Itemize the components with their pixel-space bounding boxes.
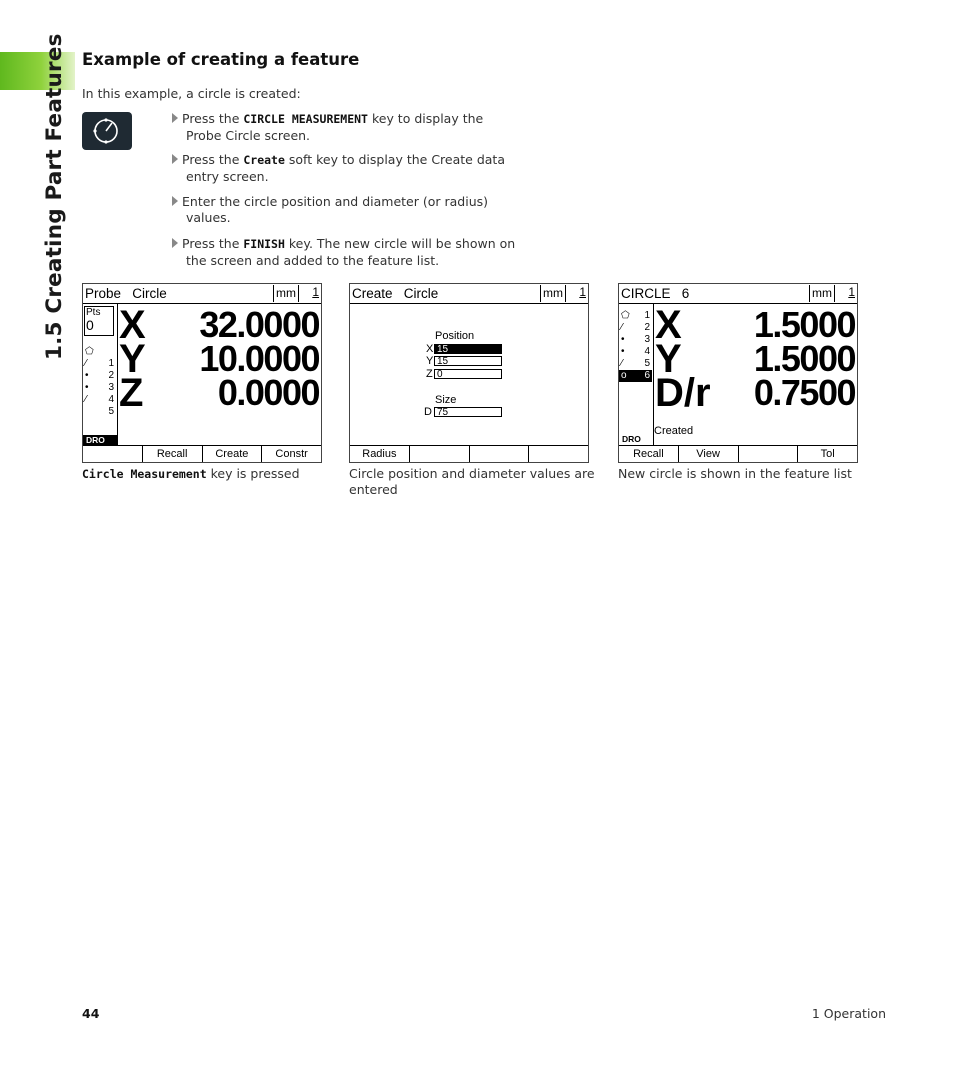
circle-result-screen	[618, 283, 858, 463]
feature-list-item: 5	[108, 406, 114, 417]
page-number: 44	[82, 1006, 100, 1021]
axis-row-x: X 1.5000	[655, 303, 855, 347]
field-label-x: X	[426, 343, 434, 355]
softkey-tol[interactable]: Tol	[820, 448, 835, 460]
dro-label: DRO	[83, 435, 117, 445]
unit-indicator: mm	[540, 285, 566, 302]
axis-row-y: Y 10.0000	[119, 337, 319, 381]
screen-title-bar	[83, 284, 321, 304]
dro-label: DRO	[619, 434, 653, 444]
screen-title: Probe Circle	[85, 286, 167, 301]
feature-list	[83, 346, 116, 418]
softkey-bar	[619, 445, 857, 462]
chapter-label: 1 Operation	[811, 1006, 886, 1021]
heading: Example of creating a feature	[82, 50, 360, 69]
caption-result: New circle is shown in the feature list	[618, 466, 852, 481]
step-4: Press the FINISH key. The new circle will be shown on the screen and added to the feature list.	[172, 236, 532, 268]
intro-text: In this example, a circle is created:	[82, 86, 301, 101]
step-1: Press the CIRCLE MEASUREMENT key to display the Probe Circle screen.	[172, 111, 532, 143]
diameter-field[interactable]: 75	[434, 407, 502, 417]
field-label-y: Y	[426, 355, 434, 367]
create-circle-screen	[349, 283, 589, 463]
softkey-create[interactable]: Create	[203, 446, 263, 462]
softkey[interactable]	[529, 446, 588, 462]
step-3: Enter the circle position and diameter (or radius) values.	[172, 194, 532, 225]
unit-indicator: mm	[273, 285, 299, 302]
caption-probe: Circle Measurement key is pressed	[82, 466, 300, 481]
section-title-vertical: 1.5 Creating Part Features	[42, 33, 67, 360]
axis-row-diameter-radius: D/r 0.7500	[655, 371, 855, 415]
feature-list-item: • 2	[85, 370, 114, 381]
axis-row-x: X 32.0000	[119, 303, 319, 347]
screen-title-bar	[350, 284, 588, 304]
feature-list-item: • 3	[85, 382, 114, 393]
position-y-field[interactable]: 15	[434, 356, 502, 366]
softkey[interactable]	[83, 446, 143, 462]
feature-list-item: • 3	[621, 334, 650, 345]
probe-circle-screen	[82, 283, 322, 463]
feature-list-item: ⁄ 2	[621, 322, 650, 333]
feature-list-item: ⁄ 1	[85, 358, 114, 369]
position-label: Position	[435, 330, 475, 342]
softkey[interactable]	[410, 446, 470, 462]
softkey-recall[interactable]: Recall	[619, 446, 679, 462]
field-label-d: D	[424, 406, 432, 418]
feature-list-item: ⬠	[85, 346, 94, 357]
axis-row-z: Z 0.0000	[119, 371, 319, 415]
feature-column	[619, 304, 654, 446]
feature-list	[619, 310, 652, 382]
softkey-bar	[350, 445, 588, 462]
feature-list-item: ⬠ 1	[621, 310, 650, 321]
axis-row-y: Y 1.5000	[655, 337, 855, 381]
softkey-view[interactable]: View	[679, 446, 739, 462]
field-label-z: Z	[426, 368, 433, 380]
points-counter: Pts 0	[84, 306, 114, 336]
feature-column	[83, 304, 118, 446]
screen-title: CIRCLE 6	[621, 286, 690, 301]
unit-indicator: mm	[809, 285, 835, 302]
caption-create: Circle position and diameter values are entered	[349, 466, 595, 497]
index-indicator: 1	[848, 285, 855, 299]
index-indicator: 1	[579, 285, 586, 299]
softkey-bar	[83, 445, 321, 462]
softkey[interactable]	[470, 446, 530, 462]
screen-title: Create Circle	[352, 286, 439, 301]
softkey-constr[interactable]: Constr	[275, 448, 308, 460]
status-text: Created	[654, 425, 694, 437]
softkey-recall[interactable]: Recall	[143, 446, 203, 462]
circle-measurement-key-icon	[82, 112, 132, 150]
feature-list-item: ⁄ 4	[85, 394, 114, 405]
index-indicator: 1	[312, 285, 319, 299]
size-label: Size	[435, 394, 457, 406]
softkey-radius[interactable]: Radius	[350, 446, 410, 462]
feature-list-item: • 4	[621, 346, 650, 357]
screen-title-bar	[619, 284, 857, 304]
step-2: Press the Create soft key to display the Create data entry screen.	[172, 152, 532, 184]
position-x-field[interactable]: 15	[434, 344, 502, 354]
feature-list-item-selected: o 6	[621, 370, 650, 381]
feature-list-item: ⁄ 5	[621, 358, 650, 369]
softkey[interactable]	[739, 446, 799, 462]
position-z-field[interactable]: 0	[434, 369, 502, 379]
